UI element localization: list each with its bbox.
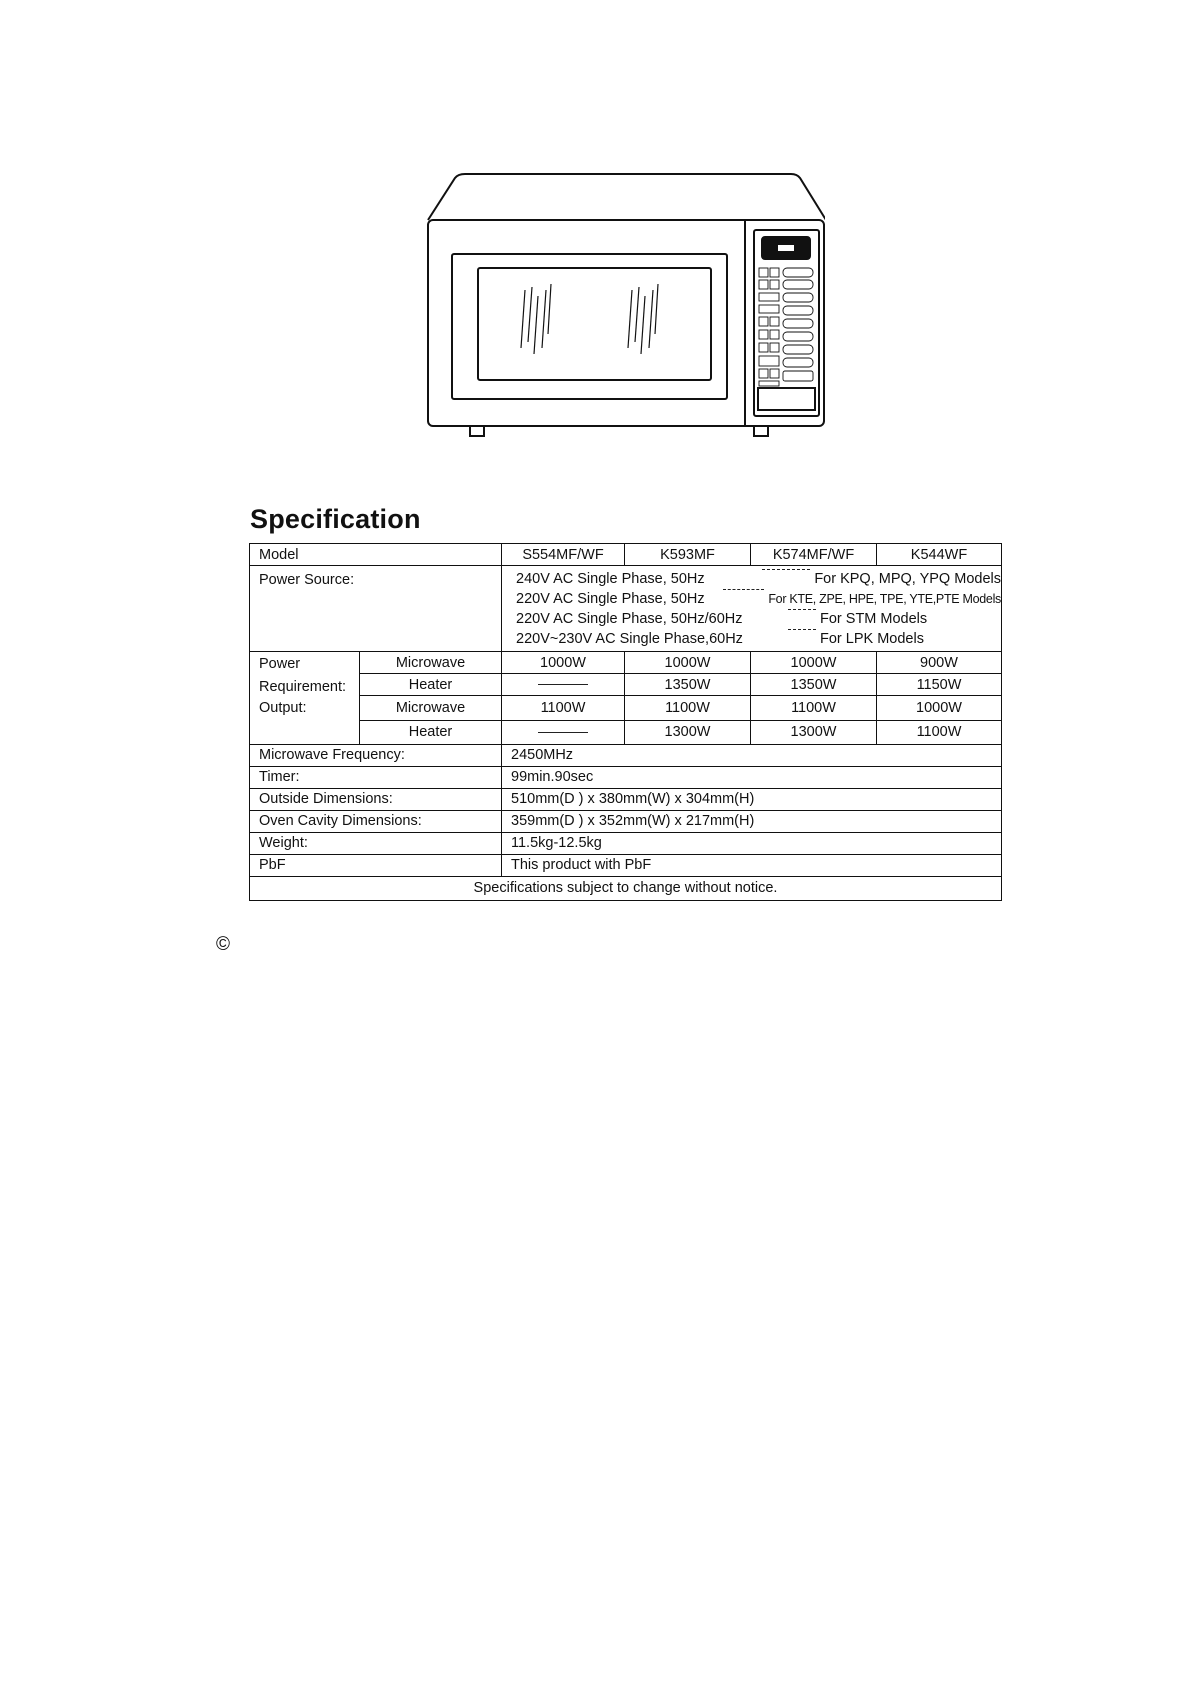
cell-value: 1350W [751, 674, 877, 696]
spec-value: 2450MHz [502, 744, 1002, 766]
power-requirement-label-1: Power [259, 656, 301, 672]
output-heater-row [250, 721, 1002, 744]
power-requirement-microwave-row [250, 652, 1002, 674]
dash-line [538, 732, 588, 733]
cell-value: 1000W [877, 696, 1002, 721]
power-requirement-heater-row [250, 674, 1002, 696]
row-label: Heater [360, 721, 502, 744]
spec-value: 359mm(D ) x 352mm(W) x 217mm(H) [502, 810, 1002, 832]
power-requirement-label-2: Requirement: [259, 679, 347, 695]
power-requirement-label [250, 652, 360, 696]
spec-label: Weight: [250, 832, 502, 854]
spec-value: 99min.90sec [502, 766, 1002, 788]
spec-label: PbF [250, 854, 502, 876]
microwave-oven-illustration [425, 172, 825, 452]
cell-value: 1100W [877, 721, 1002, 744]
spec-value: This product with PbF [502, 854, 1002, 876]
spec-row [250, 854, 1002, 876]
power-source-line [516, 609, 1001, 629]
model-row [250, 544, 1002, 566]
model-name: S554MF/WF [502, 544, 625, 566]
power-source-note: For STM Models [820, 611, 928, 627]
power-source-line [516, 629, 1001, 649]
row-label: Heater [360, 674, 502, 696]
output-microwave-row [250, 696, 1002, 721]
spec-label: Timer: [250, 766, 502, 788]
cell-value: 1150W [877, 674, 1002, 696]
spec-label: Oven Cavity Dimensions: [250, 810, 502, 832]
spec-value: 11.5kg-12.5kg [502, 832, 1002, 854]
power-source-value: 220V AC Single Phase, 50Hz/60Hz [516, 611, 743, 627]
row-label: Microwave [360, 652, 502, 674]
dash-line [538, 684, 588, 685]
cell-value: 1100W [751, 696, 877, 721]
spec-row [250, 832, 1002, 854]
model-label: Model [250, 544, 502, 566]
power-source-label: Power Source: [250, 566, 502, 652]
spec-value: 510mm(D ) x 380mm(W) x 304mm(H) [502, 788, 1002, 810]
cell-value: 1000W [625, 652, 751, 674]
cell-value: 1100W [502, 696, 625, 721]
cell-value: 1350W [625, 674, 751, 696]
leader-dash [788, 629, 816, 649]
page-title: Specification [250, 504, 421, 534]
model-name: K574MF/WF [751, 544, 877, 566]
power-source-note: For KPQ, MPQ, YPQ Models [814, 571, 1001, 587]
spec-row [250, 766, 1002, 788]
leader-dash [788, 609, 816, 629]
power-source-note: For KTE, ZPE, HPE, TPE, YTE,PTE Models [768, 592, 1001, 606]
model-name: K593MF [625, 544, 751, 566]
empty-value-line [502, 721, 625, 744]
power-source-values [502, 566, 1002, 652]
cell-value: 1000W [502, 652, 625, 674]
power-source-row [250, 566, 1002, 652]
cell-value: 1300W [751, 721, 877, 744]
power-source-value: 220V AC Single Phase, 50Hz [516, 591, 705, 607]
footer-row [250, 876, 1002, 900]
leader-dash [762, 569, 811, 589]
leader-dash [723, 589, 764, 609]
cell-value: 900W [877, 652, 1002, 674]
power-source-line [516, 589, 1001, 609]
spec-row [250, 744, 1002, 766]
output-label: Output: [259, 699, 307, 716]
copyright-symbol: © [216, 934, 230, 955]
spec-row [250, 810, 1002, 832]
power-source-note: For LPK Models [820, 631, 924, 647]
power-source-value: 240V AC Single Phase, 50Hz [516, 571, 705, 587]
empty-value-line [502, 674, 625, 696]
row-label: Microwave [360, 696, 502, 721]
power-source-line [516, 569, 1001, 589]
output-label-cell [250, 696, 360, 745]
cell-value: 1100W [625, 696, 751, 721]
cell-value: 1000W [751, 652, 877, 674]
table-footer-note: Specifications subject to change without notice. [250, 876, 1002, 900]
spec-label: Outside Dimensions: [250, 788, 502, 810]
specification-table [249, 543, 1002, 901]
spec-row [250, 788, 1002, 810]
cell-value: 1300W [625, 721, 751, 744]
spec-label: Microwave Frequency: [250, 744, 502, 766]
power-source-value: 220V~230V AC Single Phase,60Hz [516, 631, 743, 647]
model-name: K544WF [877, 544, 1002, 566]
